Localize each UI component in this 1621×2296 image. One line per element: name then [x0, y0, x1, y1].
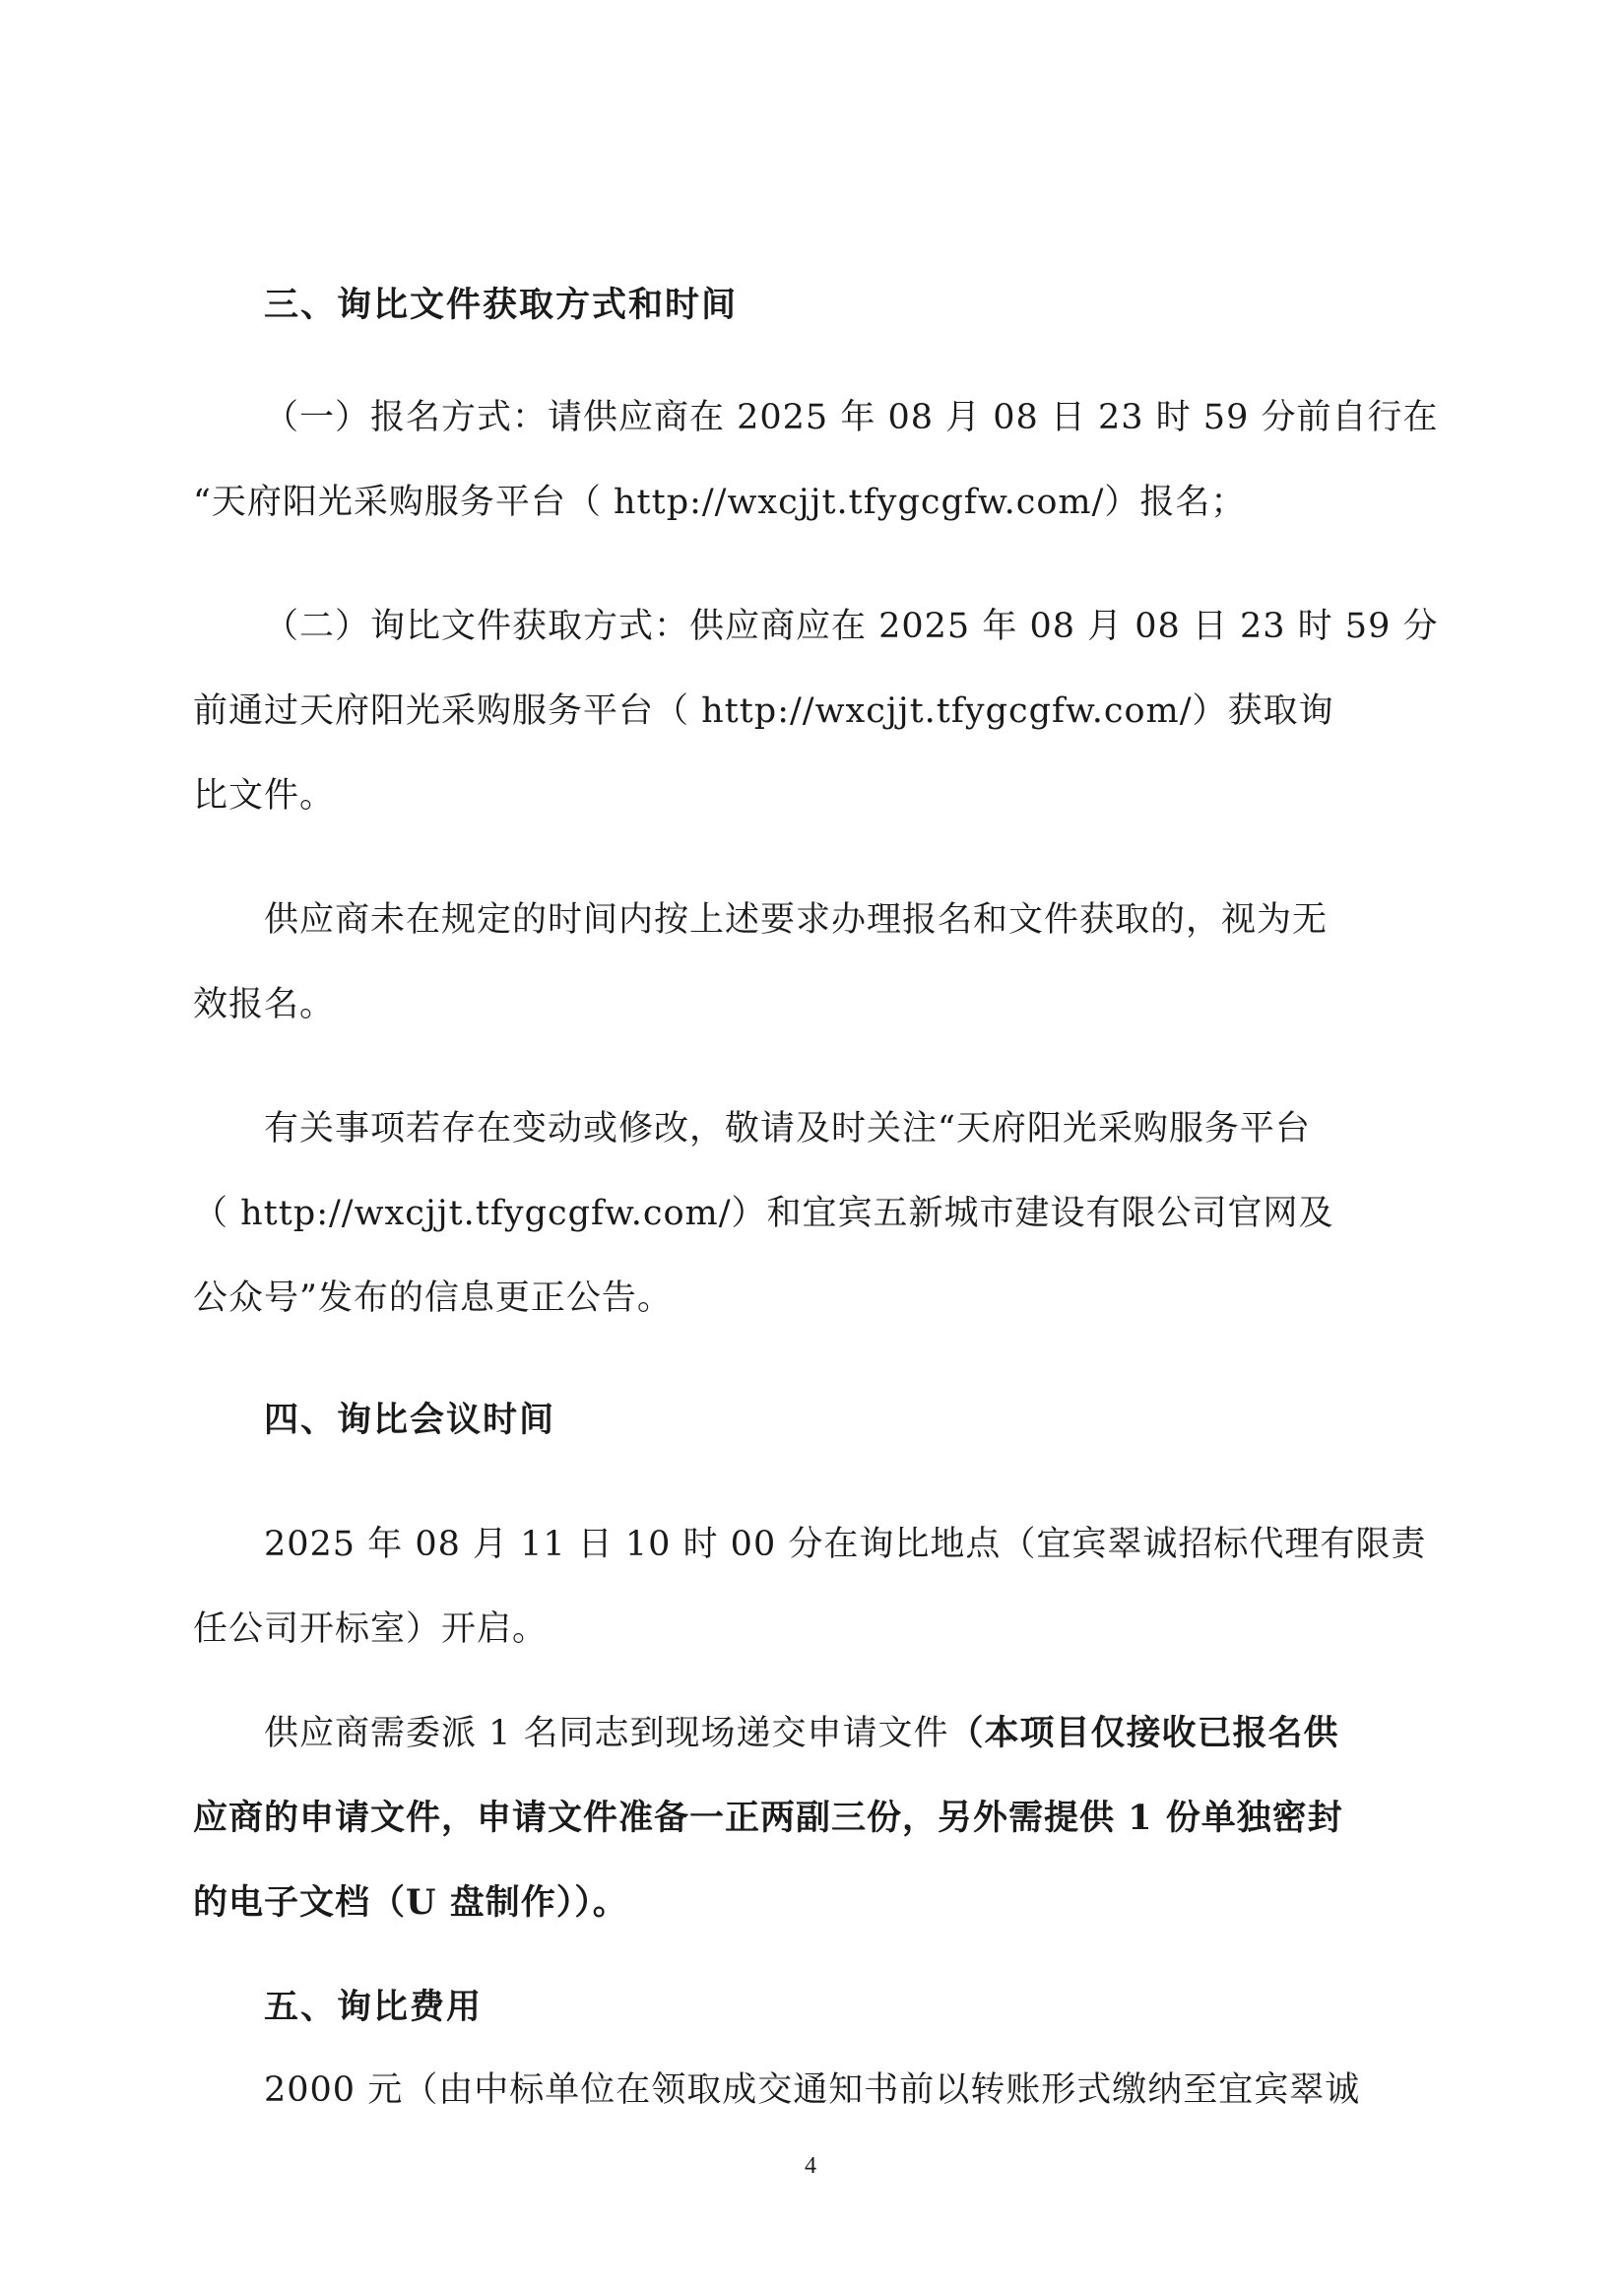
section-3-p1-line1: （一）报名方式：请供应商在 2025 年 08 月 08 日 23 时 59 分前自行在	[264, 398, 1439, 437]
section-3-p4-line1: 有关事项若存在变动或修改，敬请及时关注“天府阳光采购服务平台	[264, 1109, 1311, 1148]
section-5-heading: 五、询比费用	[264, 1988, 484, 2027]
section-3-p2-line1: （二）询比文件获取方式：供应商应在 2025 年 08 月 08 日 23 时 59 分	[264, 607, 1439, 646]
section-3-p1-line2: “天府阳光采购服务平台（ http://wxcjjt.tfygcgfw.com/）报名；	[193, 483, 1247, 522]
section-4-p1-line1: 2025 年 08 月 11 日 10 时 00 分在询比地点（宜宾翠诚招标代理有限责	[264, 1525, 1427, 1564]
section-3-p3-line1: 供应商未在规定的时间内按上述要求办理报名和文件获取的，视为无	[264, 900, 1329, 940]
section-4-p2-line1-normal: 供应商需委派 1 名同志到现场递交申请文件	[264, 1714, 949, 1753]
page-number: 4	[805, 2153, 816, 2179]
section-4-p2-line1	[0, 1710, 1621, 1757]
section-5-p1-line1: 2000 元（由中标单位在领取成交通知书前以转账形式缴纳至宜宾翠诚	[264, 2070, 1361, 2110]
section-3-p2-line3: 比文件。	[193, 776, 336, 816]
section-3-p2-line2: 前通过天府阳光采购服务平台（ http://wxcjjt.tfygcgfw.com/）获取询	[193, 691, 1334, 731]
section-4-p2-line2: 应商的申请文件，申请文件准备一正两副三份，另外需提供 1 份单独密封	[193, 1798, 1343, 1838]
section-3-p3-line2: 效报名。	[193, 985, 336, 1024]
section-3-heading: 三、询比文件获取方式和时间	[264, 286, 739, 325]
section-4-p2-line3: 的电子文档（U 盘制作））。	[193, 1882, 628, 1923]
section-4-heading: 四、询比会议时间	[264, 1401, 556, 1440]
section-3-p4-line2: （ http://wxcjjt.tfygcgfw.com/）和宜宾五新城市建设有限公司官网及	[193, 1194, 1334, 1233]
section-4-p1-line2: 任公司开标室）开启。	[193, 1609, 549, 1649]
section-4-p2-line1-bold: （本项目仅接收已报名供	[948, 1713, 1339, 1753]
section-3-p4-line3: 公众号”发布的信息更正公告。	[193, 1279, 673, 1318]
